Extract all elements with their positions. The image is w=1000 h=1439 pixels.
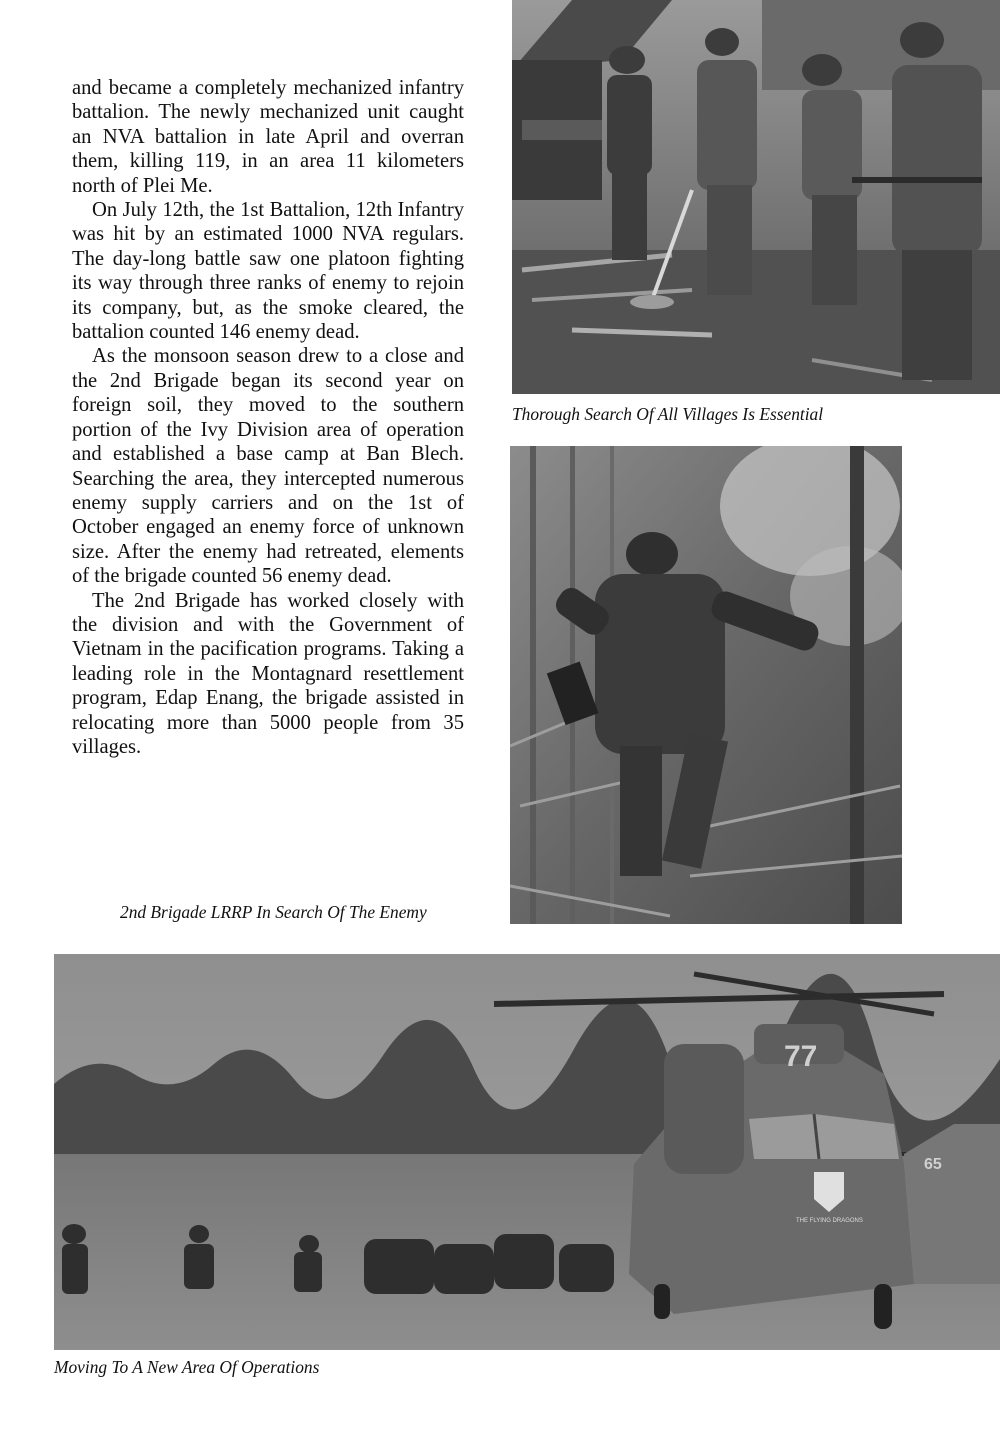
lrrp-photo xyxy=(510,446,902,924)
article-paragraph-2: On July 12th, the 1st Battalion, 12th Infantry was hit by an estimated 1000 NVA regulars. The day-long battle saw one platoon fighting its way through three ranks of enemy to rejoin its company, but, as the smoke cleared, the battalion counted 146 enemy dead. xyxy=(72,199,464,344)
helicopter-photo xyxy=(54,954,1000,1350)
article-paragraph-3: As the monsoon season drew to a close and the 2nd Brigade began its second year on foreign soil, they moved to the southern portion of the Ivy Division area of operation and established a base camp at Ban Blech. Searching the area, they intercepted numerous enemy supply carriers and on the 1st of October engaged an enemy force of unknown size. After the enemy had retreated, elements of the brigade counted 56 enemy dead. xyxy=(72,345,464,588)
article-text-column xyxy=(72,76,464,759)
village-search-photo xyxy=(512,0,1000,394)
village-search-caption: Thorough Search Of All Villages Is Essential xyxy=(512,404,824,424)
article-paragraph-4: The 2nd Brigade has worked closely with the division and with the Government of Vietnam in the pacification programs. Taking a leading role in the Montagnard resettlement program, Edap Enang, the brigade assisted in relocating more than 5000 people from 35 villages. xyxy=(72,589,464,758)
helicopter-number: 77 xyxy=(784,1040,818,1073)
helicopter-nose-text: THE FLYING DRAGONS xyxy=(796,1218,863,1224)
second-helicopter-number: 65 xyxy=(924,1156,942,1173)
lrrp-caption: 2nd Brigade LRRP In Search Of The Enemy xyxy=(120,902,427,922)
helicopter-caption: Moving To A New Area Of Operations xyxy=(54,1357,320,1377)
article-paragraph-1: and became a completely mechanized infantry battalion. The newly mechanized unit caught an NVA battalion in late April and overran them, killing 119, in an area 11 kilometers north of Plei Me. xyxy=(72,77,464,197)
